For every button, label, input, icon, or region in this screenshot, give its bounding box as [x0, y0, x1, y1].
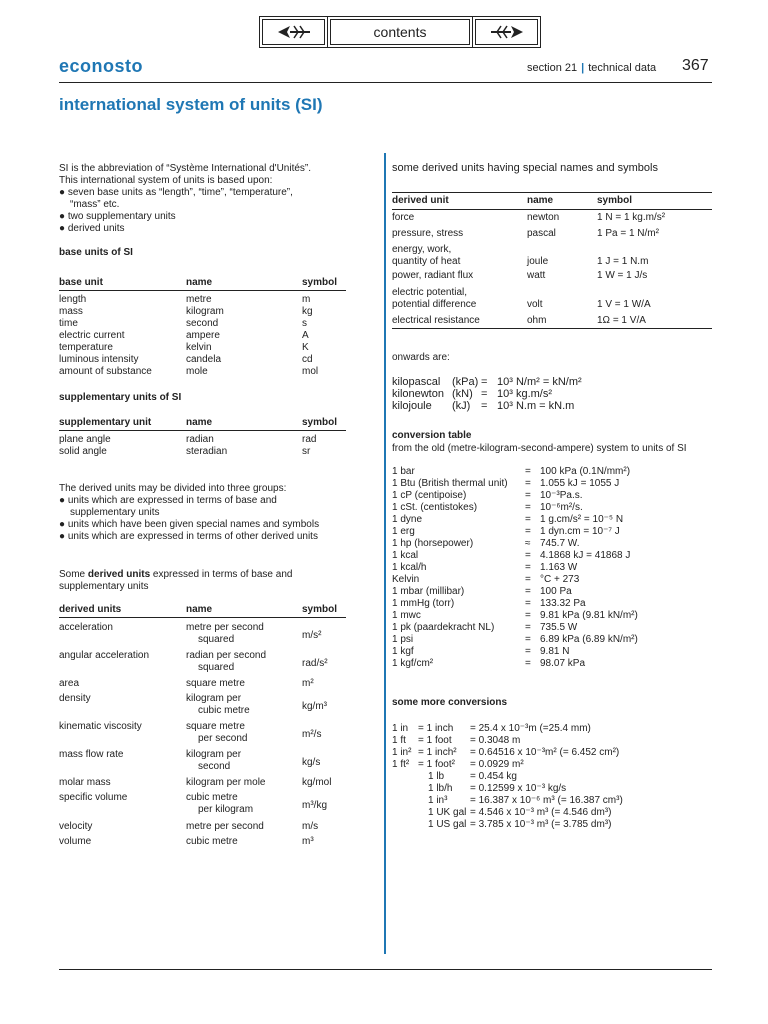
table-cell: m: [302, 294, 311, 305]
base-units-heading: base units of SI: [59, 247, 133, 258]
table-cell: 1Ω = 1 V/A: [597, 315, 646, 326]
table-cell: kilogram per: [186, 693, 242, 704]
table-cell: per second: [198, 733, 248, 744]
table-cell: sr: [302, 446, 311, 457]
table-cell: 1 UK gal: [428, 807, 467, 818]
table-cell: volume: [59, 836, 92, 847]
table-cell: plane angle: [59, 434, 111, 445]
table-cell: kilogram per: [186, 749, 242, 760]
double-arrow-left-icon: [276, 24, 312, 40]
table-cell: 1 in: [392, 723, 409, 734]
table-cell: kg/m³: [302, 701, 327, 712]
table-cell: mass flow rate: [59, 749, 124, 760]
table-cell: =: [481, 376, 488, 388]
derived-intro-line: ● units which are expressed in terms of base and: [59, 495, 277, 506]
table-cell: =: [525, 610, 531, 621]
table-cell: rad/s²: [302, 658, 328, 669]
col-header: symbol: [302, 417, 338, 428]
table-cell: 1.163 W: [540, 562, 578, 573]
table-cell: kilonewton: [392, 388, 444, 400]
special-names-heading: some derived units having special names and symbols: [392, 162, 658, 174]
table-cell: = 3.785 x 10⁻³ m³ (= 3.785 dm³): [470, 819, 612, 830]
col-header: name: [186, 417, 213, 428]
table-cell: 1.055 kJ = 1055 J: [540, 478, 620, 489]
table-cell: m³/kg: [302, 800, 327, 811]
table-cell: =: [481, 388, 488, 400]
table-cell: 1 ft²: [392, 759, 410, 770]
table-cell: second: [186, 318, 219, 329]
table-cell: = 25.4 x 10⁻³m (=25.4 mm): [470, 723, 591, 734]
table-cell: amount of substance: [59, 366, 152, 377]
contents-label: contents: [373, 24, 427, 40]
column-divider: [384, 153, 386, 954]
table-cell: 1 erg: [392, 526, 415, 537]
intro-line: SI is the abbreviation of “Système International d'Unités”.: [59, 163, 312, 174]
table-cell: =: [525, 598, 531, 609]
table-cell: kg/s: [302, 757, 321, 768]
table-cell: m³: [302, 836, 314, 847]
table-cell: ampere: [186, 330, 220, 341]
table-rule: [392, 209, 712, 210]
table-cell: = 1 foot²: [418, 759, 455, 770]
table-cell: 1 hp (horsepower): [392, 538, 474, 549]
table-cell: mol: [302, 366, 319, 377]
table-cell: =: [525, 574, 531, 585]
table-cell: kilopascal: [392, 376, 441, 388]
table-cell: square metre: [186, 678, 245, 689]
table-cell: squared: [198, 634, 235, 645]
table-rule: [59, 617, 346, 618]
table-cell: K: [302, 342, 309, 353]
table-cell: mole: [186, 366, 208, 377]
onwards-label: onwards are:: [392, 352, 450, 363]
table-rule: [392, 328, 712, 329]
table-cell: 1 J = 1 N.m: [597, 256, 649, 267]
table-cell: temperature: [59, 342, 113, 353]
intro-line: This international system of units is based upon:: [59, 175, 273, 186]
table-cell: =: [525, 502, 531, 513]
table-cell: =: [525, 622, 531, 633]
table-cell: ≈: [525, 538, 531, 549]
table-cell: ohm: [527, 315, 547, 326]
table-cell: 98.07 kPa: [540, 658, 586, 669]
table-cell: 1 mmHg (torr): [392, 598, 455, 609]
table-cell: =: [525, 658, 531, 669]
col-header: base unit: [59, 277, 103, 288]
table-cell: 1 kgf: [392, 646, 414, 657]
table-cell: metre: [186, 294, 212, 305]
intro-line: ● derived units: [59, 223, 125, 234]
table-cell: 10³ N/m² = kN/m²: [497, 376, 582, 388]
table-cell: =: [525, 550, 531, 561]
table-cell: candela: [186, 354, 222, 365]
table-cell: = 1 foot: [418, 735, 452, 746]
conversion-heading: conversion table: [392, 430, 472, 441]
table-cell: m/s: [302, 821, 319, 832]
table-cell: 1 W = 1 J/s: [597, 270, 648, 281]
table-cell: 1 dyne: [392, 514, 423, 525]
table-cell: squared: [198, 662, 235, 673]
table-cell: =: [525, 562, 531, 573]
table-cell: specific volume: [59, 792, 128, 803]
table-cell: time: [59, 318, 78, 329]
derived-intro-line: ● units which have been given special names and symbols: [59, 519, 320, 530]
col-header: name: [186, 277, 213, 288]
supp-units-heading: supplementary units of SI: [59, 392, 182, 403]
table-cell: =: [525, 478, 531, 489]
table-cell: quantity of heat: [392, 256, 461, 267]
table-cell: metre per second: [186, 821, 264, 832]
page-number: 367: [682, 57, 709, 74]
table-cell: 10³ kg.m/s²: [497, 388, 553, 400]
header-rule: [59, 82, 712, 83]
table-cell: length: [59, 294, 87, 305]
table-cell: kilogram: [186, 306, 224, 317]
table-rule: [59, 290, 346, 291]
table-cell: pascal: [527, 228, 556, 239]
table-cell: 100 kPa (0.1N/mm²): [540, 466, 631, 477]
table-cell: 1 bar: [392, 466, 415, 477]
table-cell: =: [525, 514, 531, 525]
table-cell: 1 psi: [392, 634, 414, 645]
table-cell: area: [59, 678, 80, 689]
some-derived-line: [59, 569, 292, 581]
table-cell: kg/mol: [302, 777, 332, 788]
table-cell: electric current: [59, 330, 125, 341]
intro-line: ● seven base units as “length”, “time”, “temperature”,: [59, 187, 293, 198]
table-cell: potential difference: [392, 299, 477, 310]
table-cell: power, radiant flux: [392, 270, 474, 281]
table-cell: 745.7 W.: [540, 538, 580, 549]
table-cell: 1 pk (paardekracht NL): [392, 622, 495, 633]
table-cell: kilogram per mole: [186, 777, 266, 788]
footer-rule: [59, 969, 712, 970]
table-cell: 1 dyn.cm = 10⁻⁷ J: [540, 526, 620, 537]
table-cell: 10⁻³Pa.s.: [540, 490, 583, 501]
table-cell: kelvin: [186, 342, 212, 353]
table-cell: (kN): [452, 388, 473, 400]
table-cell: = 0.64516 x 10⁻³m² (= 6.452 cm²): [470, 747, 620, 758]
table-cell: 133.32 Pa: [540, 598, 586, 609]
table-cell: =: [481, 400, 488, 412]
table-cell: °C + 273: [540, 574, 580, 585]
col-header: derived unit: [392, 195, 449, 206]
table-cell: steradian: [186, 446, 228, 457]
table-cell: cd: [302, 354, 313, 365]
table-cell: (kPa): [452, 376, 479, 388]
col-header: name: [186, 604, 213, 615]
table-cell: radian: [186, 434, 214, 445]
table-cell: electrical resistance: [392, 315, 480, 326]
table-cell: = 16.387 x 10⁻⁶ m³ (= 16.387 cm³): [470, 795, 623, 806]
table-cell: 1 cSt. (centistokes): [392, 502, 478, 513]
table-cell: luminous intensity: [59, 354, 139, 365]
contents-button[interactable]: [327, 16, 473, 48]
table-cell: =: [525, 586, 531, 597]
table-cell: cubic metre: [186, 792, 238, 803]
table-cell: 1 kcal/h: [392, 562, 427, 573]
table-cell: 1 lb: [428, 771, 445, 782]
col-header: supplementary unit: [59, 417, 152, 428]
table-cell: radian per second: [186, 650, 267, 661]
table-cell: m²: [302, 678, 314, 689]
table-cell: 1 mbar (millibar): [392, 586, 465, 597]
table-cell: = 0.3048 m: [470, 735, 521, 746]
table-cell: 4.1868 kJ = 41868 J: [540, 550, 631, 561]
table-cell: 100 Pa: [540, 586, 572, 597]
table-cell: = 0.0929 m²: [470, 759, 524, 770]
table-cell: joule: [527, 256, 549, 267]
some-derived-line2: supplementary units: [59, 581, 149, 592]
conversion-subtitle: from the old (metre-kilogram-second-ampere) system to units of SI: [392, 443, 687, 454]
table-cell: rad: [302, 434, 317, 445]
table-cell: =: [525, 646, 531, 657]
table-cell: 1 in³: [428, 795, 448, 806]
page-title: international system of units (SI): [59, 95, 323, 114]
table-cell: = 1 inch: [418, 723, 454, 734]
some-derived-bold: derived units: [87, 569, 151, 580]
table-cell: = 4.546 x 10⁻³ m³ (= 4.546 dm³): [470, 807, 612, 818]
table-cell: =: [525, 526, 531, 537]
section-separator: |: [581, 62, 585, 74]
table-cell: 1 lb/h: [428, 783, 453, 794]
table-cell: A: [302, 330, 309, 341]
table-cell: pressure, stress: [392, 228, 464, 239]
section-number: section 21: [527, 62, 578, 74]
table-cell: mass: [59, 306, 83, 317]
table-cell: m/s²: [302, 630, 322, 641]
table-cell: cubic metre: [198, 705, 250, 716]
table-cell: 1 US gal: [428, 819, 467, 830]
table-cell: force: [392, 212, 415, 223]
prev-page-button[interactable]: [259, 16, 328, 48]
table-cell: angular acceleration: [59, 650, 150, 661]
table-cell: metre per second: [186, 622, 264, 633]
more-conversions-heading: some more conversions: [392, 697, 508, 708]
table-cell: 9.81 kPa (9.81 kN/m²): [540, 610, 638, 621]
table-cell: 1 kgf/cm²: [392, 658, 434, 669]
table-cell: 1 V = 1 W/A: [597, 299, 651, 310]
table-cell: acceleration: [59, 622, 113, 633]
table-cell: velocity: [59, 821, 93, 832]
derived-intro-line: The derived units may be divided into three groups:: [59, 483, 287, 494]
some-derived-pre: Some: [59, 569, 88, 580]
table-cell: 1 N = 1 kg.m/s²: [597, 212, 666, 223]
table-cell: m²/s: [302, 729, 322, 740]
table-cell: volt: [527, 299, 543, 310]
table-cell: square metre: [186, 721, 245, 732]
table-cell: newton: [527, 212, 560, 223]
table-cell: kg: [302, 306, 313, 317]
table-cell: 1 Btu (British thermal unit): [392, 478, 508, 489]
col-header: name: [527, 195, 554, 206]
table-rule: [59, 430, 346, 431]
table-cell: 1 in²: [392, 747, 412, 758]
table-cell: =: [525, 634, 531, 645]
table-cell: watt: [527, 270, 546, 281]
table-cell: 1 mwc: [392, 610, 421, 621]
table-cell: 735.5 W: [540, 622, 578, 633]
table-cell: energy, work,: [392, 244, 452, 255]
table-cell: =: [525, 490, 531, 501]
col-header: derived units: [59, 604, 122, 615]
table-cell: s: [302, 318, 307, 329]
table-cell: 1 cP (centipoise): [392, 490, 467, 501]
table-cell: per kilogram: [198, 804, 254, 815]
table-cell: density: [59, 693, 91, 704]
double-arrow-right-icon: [489, 24, 525, 40]
derived-intro-line: ● units which are expressed in terms of other derived units: [59, 531, 318, 542]
table-cell: (kJ): [452, 400, 471, 412]
intro-line: ● two supplementary units: [59, 211, 176, 222]
table-cell: molar mass: [59, 777, 111, 788]
intro-line: “mass” etc.: [70, 199, 120, 210]
table-cell: 10³ N.m = kN.m: [497, 400, 575, 412]
econosto-logo: econosto: [59, 56, 144, 76]
table-cell: = 0.454 kg: [470, 771, 517, 782]
table-cell: Kelvin: [392, 574, 420, 585]
table-cell: solid angle: [59, 446, 107, 457]
table-cell: 1 ft: [392, 735, 406, 746]
table-cell: kilojoule: [392, 400, 432, 412]
table-cell: 9.81 N: [540, 646, 570, 657]
table-cell: 1 kcal: [392, 550, 419, 561]
section-label: [527, 62, 656, 74]
col-header: symbol: [597, 195, 633, 206]
derived-intro-line: supplementary units: [70, 507, 160, 518]
table-cell: kinematic viscosity: [59, 721, 142, 732]
table-cell: 1 g.cm/s² = 10⁻⁵ N: [540, 514, 624, 525]
next-page-button[interactable]: [472, 16, 541, 48]
table-cell: cubic metre: [186, 836, 238, 847]
table-rule: [392, 192, 712, 193]
section-subtitle: technical data: [588, 62, 657, 74]
some-derived-post: expressed in terms of base and: [150, 569, 293, 580]
table-cell: second: [198, 761, 231, 772]
table-cell: 1 Pa = 1 N/m²: [597, 228, 659, 239]
table-cell: = 0.12599 x 10⁻³ kg/s: [470, 783, 567, 794]
table-cell: = 1 inch²: [418, 747, 457, 758]
table-cell: 6.89 kPa (6.89 kN/m²): [540, 634, 638, 645]
col-header: symbol: [302, 277, 338, 288]
table-cell: 10⁻⁶m²/s.: [540, 502, 583, 513]
col-header: symbol: [302, 604, 338, 615]
table-cell: =: [525, 466, 531, 477]
table-cell: electric potential,: [392, 287, 468, 298]
